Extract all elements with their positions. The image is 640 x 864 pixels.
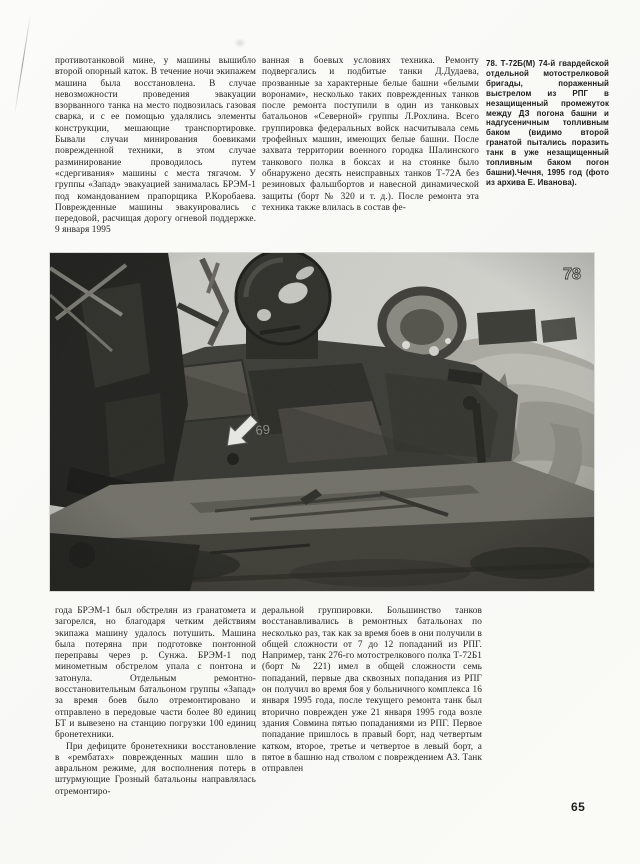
paragraph: противотанковой мине, у машины вышибло второй опорный каток. В течение ночи экипажем машина была восстановлена. В случае невозможности проведения эвакуации взорванного танка на место подвозилась газовая сварка, и с ее помощью удалялись элементы конструкции, мешающие транспортировке. Бывали случаи минирования боевиками поврежденной техники, в этом случае разминирование проводилось путем «сдергивания» машины с места тягачом. У группы «Запад» эвакуацией занималась БРЭМ-1 под командованием прапорщика Р.Коробаева. Поврежденные машины эвакуировались с передовой, расчищая дорогу огневой поддержке. 9 января 1995 [55, 56, 256, 236]
paragraph: года БРЭМ-1 был обстрелян из гранатомета и загорелся, но благодаря четким действиям экипажа машину удалось потушить. Машина была потеряна при подготовке понтонной переправы через р. Сунжа. БРЭМ-1 под минометным обстрелом упала с понтона и затонула. Отдельным ремонтно-восстановительным батальоном группы «Запад» за время боев было отремонтировано и отправлено в передовые части более 80 единиц БТ и вывезено на станцию погрузки 100 единиц бронетехники. [55, 606, 256, 741]
body-text-column-1 [55, 56, 256, 237]
photo-grain [50, 253, 594, 591]
page-number: 65 [571, 800, 586, 814]
body-text-column-4 [262, 606, 482, 775]
paragraph: деральной группировки. Большинство танков восстанавливались в ремонтных батальонах по несколько раз, так как за время боев в они получили в общей сложности от 7 до 12 попаданий из РПГ. Например, танк 276-го мотострелкового полка Т-72Б1 (борт № 221) имел в общей сложности семь попаданий, первые два сквозных попадания из РПГ он получил во время боя у больничного комплекса 16 января 1995 года, после текущего ремонта танк был вторично поврежден уже 21 января 1995 года возле здания Совмина пятью попаданиями из РПГ. Первое попадание пришлось в правый борт, над четвертым катком, второе, третье и четвертое в левый борт, а пятое в башню над стволом с повреждением АЗ. Танк отправлен [262, 606, 482, 775]
body-text-column-3 [55, 606, 256, 798]
scan-crease-line [14, 14, 31, 115]
tank-photo-illustration [50, 253, 594, 591]
body-text-column-2 [262, 56, 479, 214]
paragraph: При дефиците бронетехники восстановление в «рембатах» поврежденных машин шло в авральном режиме, для восполнения потерь в штурмующие Грозный батальоны направлялась отремонтиро- [55, 741, 256, 797]
figure-number-overlay: 78 [563, 266, 581, 283]
paper-smudge [234, 38, 246, 48]
paragraph: ванная в боевых условиях техника. Ремонту подвергались и подбитые танки Д.Дудаева, прозванные за характерные белые башни «белыми воронами», несколько таких поврежденных танков после ремонта поступили в один из танковых батальонов «Северной» группы Л.Рохлина. Всего группировка федеральных войск насчитывала семь трофейных машин, имеющих белые башни. После захвата территории военного городка Шалинского танкового полка в боксах и на стоянке было обнаружено десять неисправных танков Т-72А без резиновых фальшбортов и навесной динамической защиты (борт № 320 и т. д.). После ремонта эта техника также влилась в состав фе- [262, 56, 479, 213]
tank-photo [50, 253, 594, 591]
photo-caption: 78. Т-72Б(М) 74-й гвардейской отдельной мотострелковой бригады, пораженный выстрелом из РПГ в незащищенный промежуток между ДЗ погона башни и надгусеничным топливным баком (видимо второй гранатой пытались поразить танк в уже незащищенный топливным баком погон башни).Чечня, 1995 год (фото из архива Е. Иванова). [486, 59, 609, 187]
